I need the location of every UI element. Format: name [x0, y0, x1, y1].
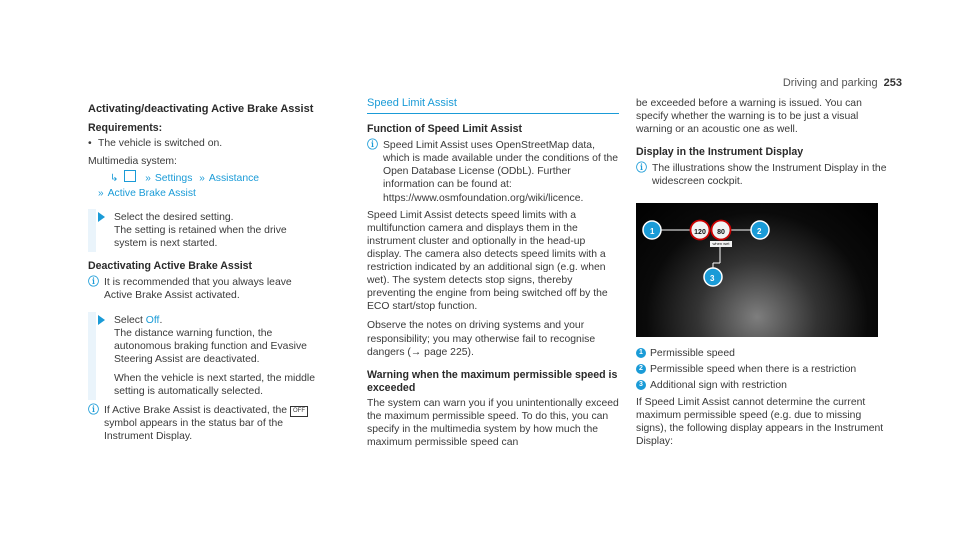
- info-icon: ⓘ: [367, 139, 378, 152]
- chevron-icon: »: [199, 173, 205, 185]
- path-arrow-icon: ↳: [110, 173, 119, 185]
- column-3: [636, 97, 888, 454]
- legend-item: 1 Permissible speed: [636, 347, 888, 360]
- column-2: [367, 97, 619, 455]
- menu-path-cont: [88, 187, 318, 200]
- step-result: The setting is retained when the drive system is next started.: [114, 224, 287, 249]
- chevron-icon: »: [145, 173, 151, 185]
- paragraph: Speed Limit Assist detects speed limits with a multifunction camera and displays them in the instrument cluster and optionally in the head-up display. The camera also detects speed limits with a restriction indicated by an additional sign (e.g. when wet). The system detects stop signs, thereby preventing the engine from being switched off by the ECO start/stop function.: [367, 209, 608, 313]
- step-arrow-icon: [98, 212, 105, 222]
- step-select-setting: [88, 211, 318, 250]
- subheading: Warning when the maximum permissible speed is exceeded: [367, 368, 618, 394]
- abs-off-icon: OFF: [290, 406, 308, 417]
- info-icon: ⓘ: [88, 403, 99, 416]
- off-option: Off: [145, 315, 160, 327]
- when-wet-text: when wet: [712, 240, 730, 246]
- paragraph: Observe the notes on driving systems and your responsibility; you may otherwise fail to recognise dangers (→ page 225).: [367, 320, 596, 358]
- info-icon: ⓘ: [636, 162, 647, 175]
- info-note: ⓘ It is recommended that you always leave Active Brake Assist activated.: [88, 275, 292, 302]
- step-result: The distance warning function, the autonomous braking function and Evasive Steering Assist are deactivated.: [114, 328, 307, 366]
- page-number: 253: [883, 77, 902, 89]
- subheading: Deactivating Active Brake Assist: [88, 259, 253, 272]
- path-settings: Settings: [154, 173, 193, 185]
- illustration-svg: [636, 203, 878, 337]
- menu-path: [88, 170, 318, 185]
- callout-1-label: 1: [650, 226, 655, 236]
- column-1: [88, 97, 318, 447]
- chevron-icon: »: [98, 188, 104, 200]
- section-heading: Speed Limit Assist: [367, 97, 619, 114]
- step-arrow-icon: [98, 315, 105, 325]
- instrument-display-illustration: [636, 203, 878, 337]
- requirement-item: • The vehicle is switched on.: [88, 137, 318, 150]
- legend-item: 2 Permissible speed when there is a restriction: [636, 363, 888, 376]
- page-header: [783, 77, 902, 89]
- callout-2-label: 2: [757, 226, 762, 236]
- info-note: ⓘ The illustrations show the Instrument Display in the widescreen cockpit.: [636, 162, 887, 188]
- path-active-brake: Active Brake Assist: [107, 188, 196, 200]
- speed-120-text: 120: [694, 228, 706, 236]
- info-icon: ⓘ: [88, 275, 99, 288]
- paragraph: be exceeded before a warning is issued. You can specify whether the warning is to be just a visual warning or an acoustic one as well.: [636, 98, 862, 136]
- home-icon: [124, 170, 136, 182]
- section-heading: Activating/deactivating Active Brake Assist: [88, 103, 314, 115]
- subheading: Display in the Instrument Display: [636, 146, 804, 159]
- path-assistance: Assistance: [208, 173, 260, 185]
- callout-3-label: 3: [710, 273, 715, 283]
- step-select-off: Select Off. The distance warning function, the autonomous braking function and Evasive Steering Assist are deactivated. When the vehicle is next started, the middle setting is automatically selected.: [88, 314, 318, 398]
- info-note: ⓘ If Active Brake Assist is deactivated, the OFF symbol appears in the status bar of the Instrument Display.: [88, 404, 318, 443]
- requirements-heading: Requirements:: [88, 122, 163, 135]
- section-title: Driving and parking: [782, 77, 878, 89]
- legend-item: 3 Additional sign with restriction: [636, 379, 888, 392]
- step-text: Select the desired setting.: [114, 211, 234, 223]
- info-note: ⓘ Speed Limit Assist uses OpenStreetMap data, which is made available under the conditions of the Open Database License (ODbL). Further information can be found at: https://www.osmfoundation.org/wiki/licence.: [367, 139, 619, 204]
- step-result: When the vehicle is next started, the middle setting is automatically selected.: [114, 372, 315, 397]
- paragraph: If Speed Limit Assist cannot determine the current maximum permissible speed (e.g. due to missing signs), the following display appears in the Instrument Display:: [636, 396, 884, 448]
- speed-80-text: 80: [717, 228, 725, 236]
- paragraph: The system can warn you if you unintentionally exceed the maximum permissible speed. To do this, you can specify in the multimedia system by how much the maximum permissible speed can: [367, 397, 619, 449]
- legend: [636, 347, 888, 392]
- subheading: Function of Speed Limit Assist: [367, 123, 522, 136]
- multimedia-label: Multimedia system:: [88, 156, 177, 168]
